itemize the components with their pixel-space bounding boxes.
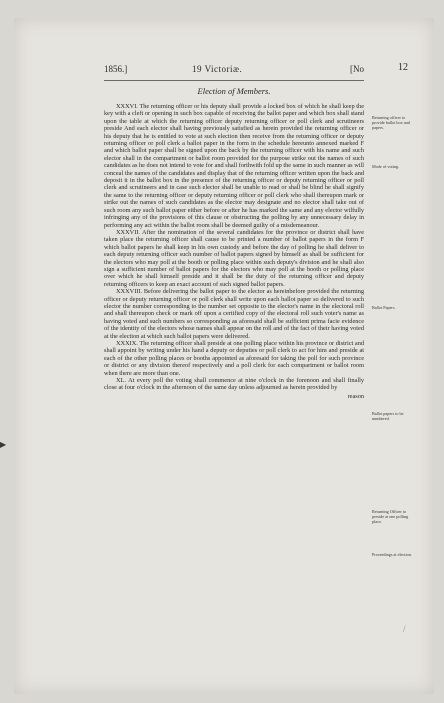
paragraph-37: XXXVII. After the nomination of the several candidates for the province or district shall have taken place the returning officer shall cause to be printed a number of ballot papers in the form F which ballot papers he shall keep in his own custody and before the day of polling he shall deliver to each deputy returning officer such number of ballot papers signed by himself as shall be sufficient for the electors who may poll at the booth or polling place within such deputy's division and he shall also sign a sufficient number of ballot papers for the electors who may poll at the booth or polling place over which he shall himself preside and it shall be the duty of the returning officer and deputy returning officers to keep an exact account of such signed ballot papers. <box>104 228 364 288</box>
margin-note-returning-officer: Returning Officer to preside at one polling place. <box>372 509 409 524</box>
pencil-mark: / <box>403 624 406 634</box>
header-reign: 19 Victoriæ. <box>192 64 243 74</box>
paragraph-36: XXXVI. The returning officer or his deputy shall provide a locked box of which he shall keep the key with a cleft or opening in such box capable of receiving the ballot paper and which box shall stand upon the table at which the returning officer deputy returning officer or poll clerk and scrutineers preside And each elector shall having previously satisfied as herein provided the returning officer or his deputy that he is entitled to vote at such election then receive from the returning officer or deputy returning officer or poll clerk a ballot paper in the form in the schedule hereunto annexed marked F and which ballot paper shall be signed upon the back by the returning officer with his name and such elector shall in the compartment or ballot room provided for the purpose strike out the names of such candidates as he does not intend to vote for and shall forthwith fold up the same in such manner as will conceal the names of the candidates and display that of the returning officer written upon the back and deposit it in the ballot box in the presence of the returning officer or deputy returning officer or poll clerk and scrutineers and in case such elector shall be unable to read or shall be blind he shall signify the same to the returning officer or deputy returning officer or poll clerk who shall thereupon mark or strike out the names of such candidates as the elector may designate and no elector shall take out of such room any such ballot paper either before or after he has marked the same and any elector wilfully infringing any of the provisions of this clause or obstructing the polling by any unnecessary delay in performing any act within the ballot room shall be deemed guilty of a misdemeanour. <box>104 103 364 229</box>
margin-note-ballot-box: Returning officer to provide ballot box and papers. <box>372 115 410 130</box>
document-body <box>104 103 364 400</box>
margin-note-mode-of-voting: Mode of voting. <box>372 164 400 169</box>
margin-note-proceedings: Proceedings at election. <box>372 552 412 557</box>
paragraph-39: XXXIX. The returning officer shall preside at one polling place within his province or district and shall appoint by writing under his hand a deputy or deputies or poll clerk to act for him and preside at each of the other polling places or booths appointed as aforesaid for taking the poll for such province or district or any division thereof respectively and a poll clerk for each compartment or ballot room when there are more than one. <box>104 340 364 377</box>
header-rule <box>104 80 364 81</box>
catchword: reason <box>347 392 364 400</box>
margin-note-papers-numbered: Ballot papers to be numbered. <box>372 411 404 421</box>
binding-tear-mark: ▶ <box>0 440 7 449</box>
running-header <box>104 64 364 78</box>
header-act-number: [No <box>350 64 364 74</box>
margin-note-ballot-papers: Ballot Papers. <box>372 305 396 310</box>
section-title: Election of Members. <box>197 86 271 96</box>
page-number: 12 <box>398 62 408 73</box>
header-year: 1856.] <box>104 64 128 74</box>
paragraph-38: XXXVIII. Before delivering the ballot paper to the elector as hereinbefore provided the returning officer or deputy returning officer or poll clerk shall write upon each ballot paper so delivered to such elector the number corresponding to the number set opposite to the elector's name in the electoral roll and shall thereupon check or mark off upon a certified copy of the electoral roll such voter's name as having voted and such numbers so corresponding as aforesaid shall be sufficient prima facie evidence of the identity of the electors whose names shall appear on the roll and of the fact of their having voted at the election at which such ballot papers were delivered. <box>104 288 364 340</box>
paragraph-40: XL. At every poll the voting shall commence at nine o'clock in the forenoon and shall finally close at four o'clock in the afternoon of the same day unless adjourned as herein provided by <box>104 377 364 392</box>
